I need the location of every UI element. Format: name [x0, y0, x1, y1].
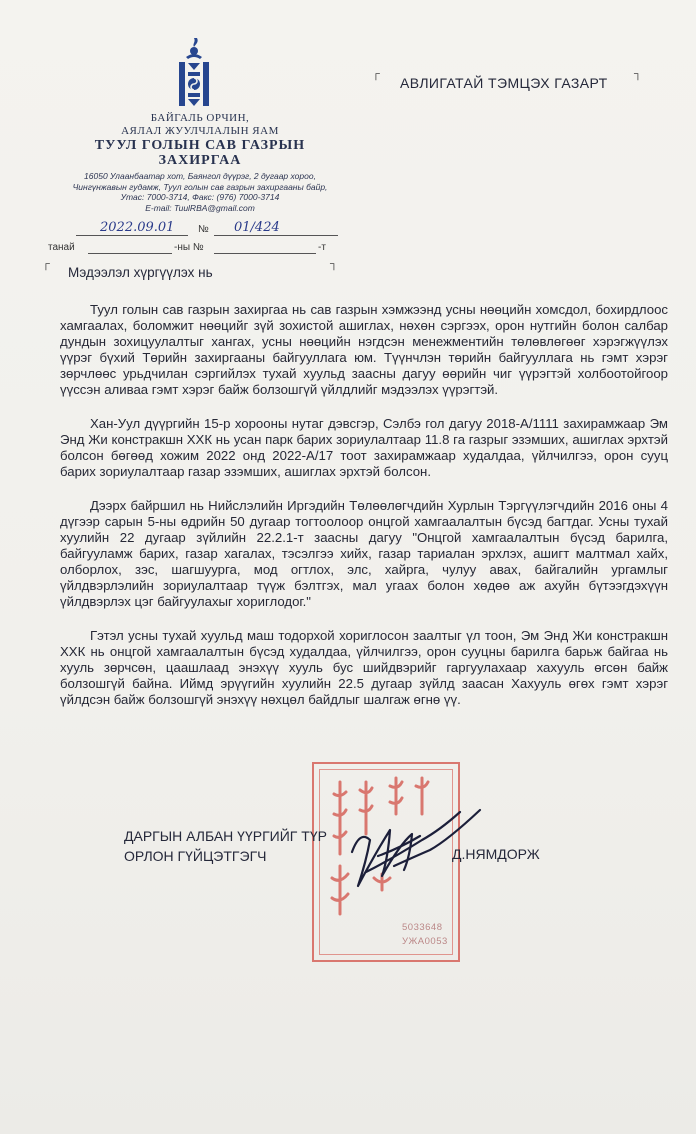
- signatory-title-line-2: ОРЛОН ГҮЙЦЭТГЭГЧ: [124, 848, 267, 864]
- suffix-label: -т: [318, 242, 326, 253]
- yours-no-label: -ны №: [174, 242, 204, 253]
- paragraph-4: Гэтэл усны тухай хуульд маш тодорхой хориглосон заалтыг үл тоон, Эм Энд Жи констракшн ХХК нь онцгой хамгаалалтын бүсэд худалдаа, үйлчилгээ, орон сууцны барилга барьж байгаа нь хууль зөрчсөн, цаашлаад энэхүү хууль бус шийдвэрийг гаргуулахаар хахууль өгсөн байж болзошгүй байна. Иймд эрүүгийн хуулийн 22.5 дугаар зүйлд заасан Хахууль өгөх гэмт хэрэг үйлдсэн байж болзошгүй энэхүү нөхцөл байдлыг шалгаж өгнө үү.: [60, 628, 668, 707]
- state-emblem-icon: [168, 36, 220, 110]
- date-handwritten: 2022.09.01: [100, 220, 175, 235]
- signatory-title-line-1: ДАРГЫН АЛБАН ҮҮРГИЙГ ТҮР: [124, 828, 327, 844]
- corner-mark-top-right: ┐: [634, 68, 642, 80]
- address-line-1: 16050 Улаанбаатар хот, Баянгол дүүрэг, 2 дугаар хороо,: [84, 171, 316, 181]
- address-block: [30, 171, 370, 213]
- organization-name: [60, 112, 340, 168]
- subject-corner-right: ┐: [330, 258, 338, 270]
- stamp-number-1: 5033648: [402, 922, 443, 933]
- paragraph-2: Хан-Уул дүүргийн 15-р хорооны нутаг дэвсгэр, Сэлбэ гол дагуу 2018-А/1111 захирамжаар Эм Энд Жи констракшн ХХК нь усан парк барих зориулалтаар 11.8 га газрыг эзэмших, ашиглах эрхтэй болсон бөгөөд хожим 2022 онд 2022-А/17 тоот захирамжаар худалдаа, үйлчилгээ, орон сууц барих зориулалтаар газар эзэмших, ашиглах эрхтэй болсон.: [60, 416, 668, 479]
- ministry-line-1: БАЙГАЛЬ ОРЧИН,: [150, 112, 250, 124]
- number-handwritten: 01/424: [234, 220, 280, 235]
- agency-line-2: ЗАХИРГАА: [158, 153, 242, 168]
- recipient: АВЛИГАТАЙ ТЭМЦЭХ ГАЗАРТ: [400, 75, 608, 91]
- address-line-4: E-mail: TuulRBA@gmail.com: [145, 202, 255, 213]
- address-line-3: Утас: 7000-3714, Факс: (976) 7000-3714: [120, 192, 280, 202]
- subject-line: Мэдээлэл хүргүүлэх нь: [68, 265, 213, 280]
- letter-body: [60, 302, 668, 726]
- paragraph-1: Туул голын сав газрын захиргаа нь сав газрын хэмжээнд усны нөөцийн хомсдол, бохирдлоос хамгаалах, боломжит нөөцийг зүй зохистой ашиглах, нөхөн сэргээх, орон нутгийн болон салбар дундын зохицуулалтыг хангах, усны нөөцийн нэгдсэн менежментийн төлөвлөгөөг хэрэгжүүлэх үүрэг бүхий Төрийн захиргааны байгууллага юм. Түүнчлэн төрийн байгууллага нь гэмт хэрэг зөрчлөөс урьдчилан сэргийлэх тухай хуульд заасны дагуу өөрийн чиг үүрэгтэй холбоотойгоор үүссэн аливаа гэмт хэрэг байж болзошгүй үйлдлийг мэдээлэх үүрэгтэй.: [60, 302, 668, 397]
- date-underline: [76, 235, 188, 236]
- yours-date-underline: [88, 253, 172, 254]
- handwritten-signature: [330, 800, 490, 910]
- paragraph-3: Дээрх байршил нь Нийслэлийн Иргэдийн Төлөөлөгчдийн Хурлын Тэргүүлэгчдийн 2016 оны 4 дүгээр сарын 5-ны өдрийн 50 дугаар тогтоолоор онцгой хамгаалалтын бүсэд багтдаг. Усны тухай хуулийн 22 дугаар зүйлийн 22.2.1-т заасны дагуу "Онцгой хамгаалалтын бүсэд барилга, байгууламж барих, газар хагалах, тэсэлгээ хийх, газар тариалан эрхлэх, ашигт малтмал хайх, олборлох, зэс, шагшуурга, мод огтлох, элс, хайрга, чулуу авах, байгалийн ургамлыг үйлдвэрлэлийн зориулалтаар түүж бэлтгэх, мал угаах болон хөдөө аж ахуйн бүтээгдэхүүн үйлдвэрлэх цэг байгуулахыг хориглодог.": [60, 498, 668, 609]
- number-underline: [214, 235, 338, 236]
- corner-mark-top-left: ┌: [372, 68, 380, 80]
- agency-line-1: ТУУЛ ГОЛЫН САВ ГАЗРЫН: [94, 138, 306, 153]
- no-label: №: [198, 224, 209, 235]
- signatory-title: [124, 826, 327, 866]
- yours-label: танай: [48, 242, 75, 253]
- subject-corner-left: ┌: [42, 258, 50, 270]
- signatory-name: Д.НЯМДОРЖ: [452, 846, 540, 862]
- yours-number-underline: [214, 253, 316, 254]
- stamp-number-2: УЖА0053: [402, 936, 448, 947]
- address-line-2: Чингүнжавын гудамж, Туул голын сав газрын захиргааны байр,: [72, 181, 328, 192]
- registration-block: [48, 222, 348, 262]
- ministry-line-2: АЯЛАЛ ЖУУЛЧЛАЛЫН ЯАМ: [121, 125, 279, 137]
